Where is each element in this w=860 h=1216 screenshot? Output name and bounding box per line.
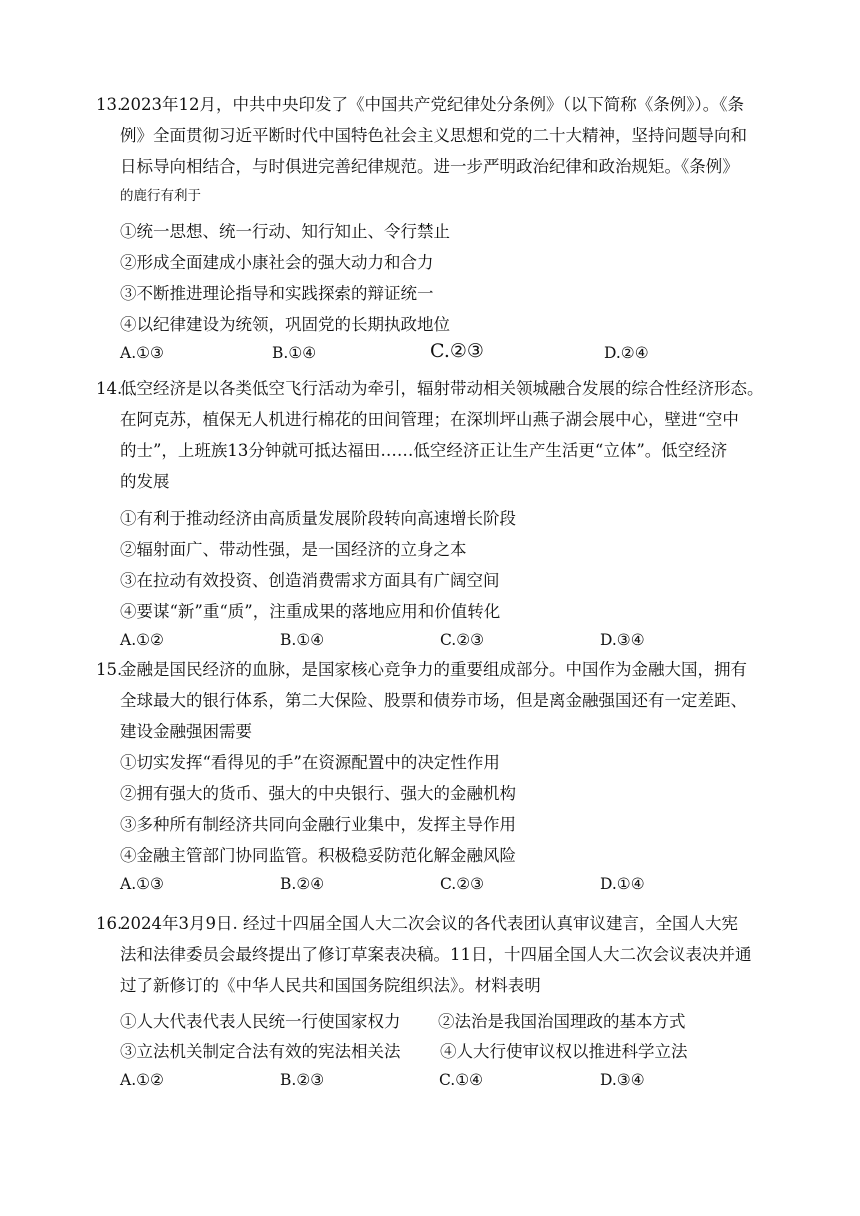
question-number: 15. — [96, 660, 123, 679]
option-2: ②形成全面建成小康社会的强大动力和合力 — [120, 253, 434, 272]
stem-line: 日标导向相结合，与时俱进完善纪律规范。进一步严明政治纪律和政治规矩。《条例》 — [120, 157, 739, 176]
answer-b[interactable]: B.①④ — [280, 631, 325, 649]
stem-line: 低空经济是以各类低空飞行活动为牵引，辐射带动相关领城融合发展的综合性经济形态。 — [120, 379, 764, 398]
answer-b[interactable]: B.②③ — [280, 1071, 325, 1089]
stem-line: 建设金融强困需要 — [120, 722, 252, 741]
option-4: ④人大行使审议权以推进科学立法 — [440, 1042, 688, 1061]
answer-choices — [96, 340, 776, 366]
stem-line: 的鹿行有利于 — [120, 188, 201, 204]
stem-line: 法和法律委员会最终提出了修订草案表决稿。11日，十四届全国人大二次会议表决并通 — [120, 945, 752, 964]
option-row — [96, 1037, 776, 1067]
answer-choices — [96, 627, 776, 653]
answer-d[interactable]: D.③④ — [600, 1071, 645, 1089]
option-4: ④要谋“新”重“质”，注重成果的落地应用和价值转化 — [120, 602, 501, 621]
answer-a[interactable]: A.①③ — [120, 344, 164, 362]
option-4: ④以纪律建设为统领，巩固党的长期执政地位 — [120, 315, 450, 334]
answer-b[interactable]: B.②④ — [280, 875, 325, 893]
question-stem — [96, 89, 776, 210]
answer-a[interactable]: A.①② — [120, 631, 164, 649]
stem-line: 2023年12月，中共中央印发了《中国共产党纪律处分条例》（以下简称《条例》）。《条 — [120, 95, 744, 114]
question-15 — [96, 654, 776, 897]
stem-line: 例》全面贯彻习近平断时代中国特色社会主义思想和党的二十大精神，坚持问题导向和 — [120, 126, 747, 145]
question-number: 13. — [96, 95, 123, 114]
answer-a[interactable]: A.①③ — [120, 875, 164, 893]
answer-c[interactable]: C.①④ — [439, 1071, 484, 1089]
option-2: ②辐射面广、带动性强，是一国经济的立身之本 — [120, 540, 467, 559]
answer-a[interactable]: A.①② — [120, 1071, 164, 1089]
option-row — [96, 1007, 776, 1037]
option-3: ③多种所有制经济共同向金融行业集中，发挥主导作用 — [120, 815, 516, 834]
question-stem — [96, 373, 776, 497]
question-stem — [96, 908, 776, 1001]
stem-line: 过了新修订的《中华人民共和国国务院组织法》。材料表明 — [120, 976, 541, 995]
answer-b[interactable]: B.①④ — [272, 344, 317, 362]
option-1: ①人大代表代表人民统一行使国家权力 — [120, 1012, 401, 1031]
option-4: ④金融主管部门协同监管。积极稳妥防范化解金融风险 — [120, 846, 516, 865]
option-1: ①统一思想、统一行动、知行知止、令行禁止 — [120, 222, 450, 241]
option-2: ②拥有强大的货币、强大的中央银行、强大的金融机构 — [120, 784, 516, 803]
question-16 — [96, 908, 776, 1093]
stem-line: 的发展 — [120, 472, 170, 491]
question-number: 16. — [96, 914, 123, 933]
option-1: ①有利于推动经济由高质量发展阶段转向高速增长阶段 — [120, 509, 516, 528]
option-3: ③在拉动有效投资、创造消费需求方面具有广阔空间 — [120, 571, 500, 590]
question-13 — [96, 89, 776, 366]
answer-c[interactable]: C.②③ — [430, 340, 484, 362]
answer-d[interactable]: D.②④ — [604, 344, 649, 362]
answer-d[interactable]: D.①④ — [600, 875, 645, 893]
option-2: ②法治是我国治国理政的基本方式 — [438, 1012, 686, 1031]
option-1: ①切实发挥“看得见的手”在资源配置中的决定性作用 — [120, 753, 500, 772]
answer-choices — [96, 871, 776, 897]
stem-line: 的士”，上班族13分钟就可抵达福田……低空经济正让生产生活更“立体”。低空经济 — [120, 441, 728, 460]
question-number: 14. — [96, 379, 123, 398]
stem-line: 2024年3月9日. 经过十四届全国人大二次会议的各代表团认真审议建言，全国人大宪 — [120, 914, 738, 933]
answer-d[interactable]: D.③④ — [600, 631, 645, 649]
stem-line: 全球最大的银行体系，第二大保险、股票和债券市场，但是离金融强国还有一定差距、 — [120, 691, 747, 710]
answer-c[interactable]: C.②③ — [440, 875, 485, 893]
stem-line: 在阿克苏，植保无人机进行棉花的田间管理；在深圳坪山燕子湖会展中心，壁进“空中 — [120, 410, 739, 429]
stem-line: 金融是国民经济的血脉，是国家核心竞争力的重要组成部分。中国作为金融大国，拥有 — [120, 660, 747, 679]
option-3: ③立法机关制定合法有效的宪法相关法 — [120, 1042, 401, 1061]
answer-c[interactable]: C.②③ — [440, 631, 485, 649]
question-stem — [96, 654, 776, 747]
answer-choices — [96, 1067, 776, 1093]
question-14 — [96, 373, 776, 653]
option-3: ③不断推进理论指导和实践探索的辩证统一 — [120, 284, 434, 303]
